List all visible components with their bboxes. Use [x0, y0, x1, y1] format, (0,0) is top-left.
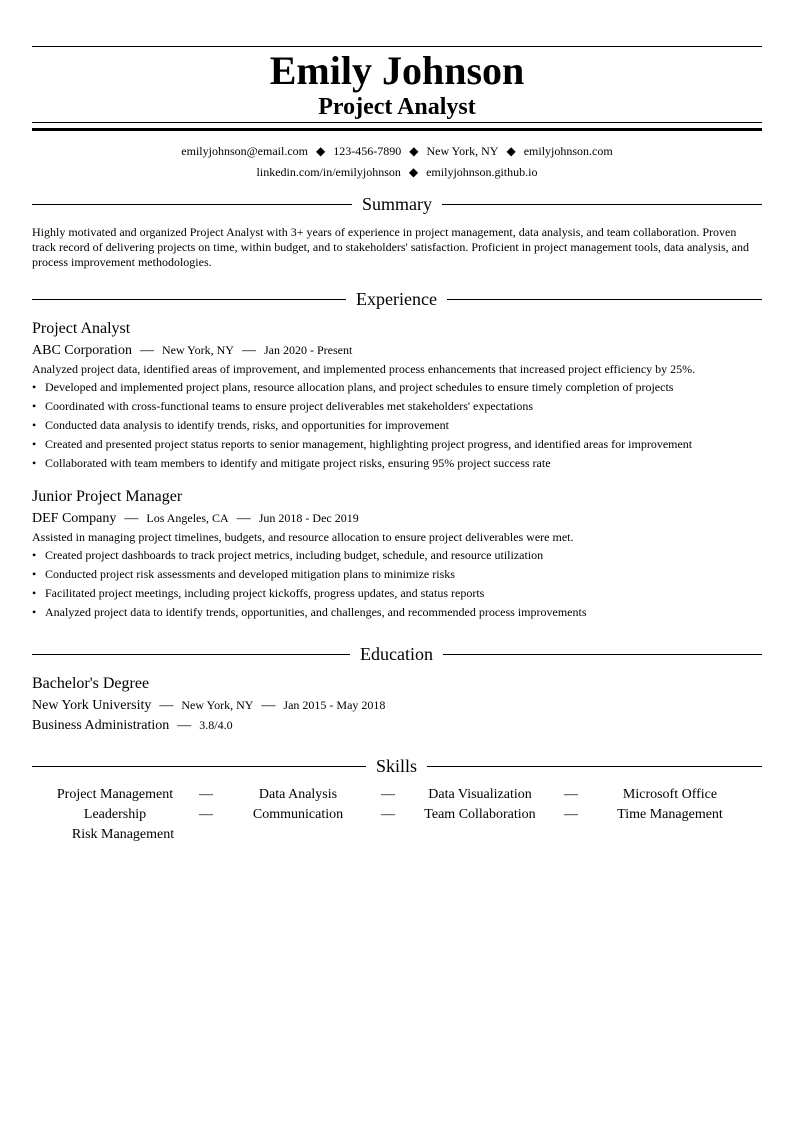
- bullet-icon: •: [32, 399, 37, 413]
- section-heading-summary: [32, 193, 762, 217]
- skills-row: [32, 806, 762, 826]
- phone-number[interactable]: 123-456-7890: [333, 144, 402, 158]
- bullet-icon: •: [32, 437, 37, 451]
- section-heading-education: [32, 643, 762, 667]
- company-name: DEF Company: [32, 511, 117, 526]
- bullet-text: Conducted project risk assessments and developed mitigation plans to minimize risks: [45, 567, 455, 581]
- heading-rule-right: [427, 766, 762, 767]
- bullet-icon: •: [32, 567, 37, 581]
- bullet-icon: •: [32, 456, 37, 470]
- dash-separator: —: [381, 807, 395, 822]
- job-meta: [32, 341, 352, 360]
- skill-item: Microsoft Office: [622, 787, 718, 802]
- diamond-separator-icon: ◆: [409, 144, 419, 158]
- header-thin-rule: [32, 122, 762, 123]
- bullet-text: Analyzed project data to identify trends, opportunities, and challenges, and recommended process improvements: [45, 605, 587, 619]
- skill-item: Project Management: [56, 787, 174, 802]
- job-meta: [32, 509, 359, 528]
- section-heading-skills: [32, 755, 762, 779]
- heading-rule-right: [442, 204, 762, 205]
- bullet-icon: •: [32, 605, 37, 619]
- diamond-separator-icon: ◆: [408, 165, 419, 179]
- heading-rule-right: [443, 654, 762, 655]
- job-title: Project Analyst: [32, 320, 131, 337]
- list-item: [32, 584, 762, 603]
- job-description: Assisted in managing project timelines, budgets, and resource allocation to ensure project deliverables were met.: [32, 530, 574, 544]
- email-link[interactable]: emilyjohnson@email.com: [181, 144, 308, 158]
- education-meta: [32, 696, 385, 715]
- job-bullet-list: [32, 546, 762, 622]
- list-item: [32, 603, 762, 622]
- dash-separator: —: [381, 787, 395, 802]
- list-item: [32, 546, 762, 565]
- gpa: 3.8/4.0: [199, 718, 233, 732]
- skills-row: [32, 786, 762, 806]
- job-dates: Jan 2020 - Present: [263, 343, 353, 357]
- list-item: [32, 378, 762, 397]
- job-location: Los Angeles, CA: [146, 511, 229, 525]
- dash-separator: —: [159, 698, 174, 713]
- job-description: Analyzed project data, identified areas of improvement, and implemented process enhancements that increased project efficiency by 25%.: [32, 362, 696, 376]
- skill-item: Team Collaboration: [424, 807, 536, 822]
- job-bullet-list: [32, 378, 762, 473]
- dash-separator: —: [564, 787, 578, 802]
- section-title: Skills: [375, 756, 418, 776]
- bullet-text: Conducted data analysis to identify trends, risks, and opportunities for improvement: [45, 418, 449, 432]
- school-name: New York University: [32, 698, 152, 713]
- bullet-text: Facilitated project meetings, including project kickoffs, progress updates, and status reports: [45, 586, 485, 600]
- heading-rule-left: [32, 299, 346, 300]
- dash-separator: —: [236, 511, 251, 526]
- skill-item: Data Analysis: [258, 787, 338, 802]
- heading-rule-left: [32, 766, 366, 767]
- list-item: [32, 565, 762, 584]
- candidate-title: Project Analyst: [318, 94, 476, 120]
- education-dates: Jan 2015 - May 2018: [283, 698, 386, 712]
- bullet-text: Created project dashboards to track project metrics, including budget, schedule, and resource utilization: [45, 548, 544, 562]
- header-thick-rule: [32, 128, 762, 131]
- bullet-text: Developed and implemented project plans, resource allocation plans, and project schedules to ensure timely completion of projects: [45, 380, 674, 394]
- job-title: Junior Project Manager: [32, 488, 183, 505]
- contact-line-2: [32, 164, 762, 180]
- bullet-text: Coordinated with cross-functional teams to ensure project deliverables met stakeholders' expectations: [45, 399, 534, 413]
- dash-separator: —: [199, 807, 213, 822]
- github-link[interactable]: emilyjohnson.github.io: [426, 165, 538, 179]
- major-name: Business Administration: [32, 718, 170, 733]
- diamond-separator-icon: ◆: [315, 144, 326, 158]
- dash-separator: —: [261, 698, 276, 713]
- bullet-text: Created and presented project status reports to senior management, highlighting project progress, and identified areas for improvement: [45, 437, 693, 451]
- location: New York, NY: [426, 144, 499, 158]
- skill-item: Time Management: [617, 807, 723, 822]
- list-item: [32, 397, 762, 416]
- dash-separator: —: [241, 343, 256, 358]
- section-title: Summary: [362, 194, 432, 214]
- dash-separator: —: [564, 807, 578, 822]
- list-item: [32, 435, 762, 454]
- heading-rule-right: [447, 299, 762, 300]
- degree-name: Bachelor's Degree: [32, 675, 150, 692]
- job-location: New York, NY: [161, 343, 234, 357]
- skill-item: Risk Management: [71, 827, 175, 842]
- bullet-text: Collaborated with team members to identify and mitigate project risks, ensuring 95% project success rate: [45, 456, 551, 470]
- bullet-icon: •: [32, 418, 37, 432]
- contact-line-1: [32, 143, 762, 159]
- skill-item: Data Visualization: [428, 787, 532, 802]
- dash-separator: —: [124, 511, 139, 526]
- section-title: Experience: [356, 289, 437, 309]
- candidate-name: Emily Johnson: [269, 48, 525, 93]
- list-item: [32, 454, 762, 473]
- job-dates: Jun 2018 - Dec 2019: [258, 511, 359, 525]
- section-title: Education: [360, 644, 433, 664]
- dash-separator: —: [177, 718, 192, 733]
- bullet-icon: •: [32, 548, 37, 562]
- skills-row: [32, 826, 762, 846]
- heading-rule-left: [32, 204, 352, 205]
- dash-separator: —: [139, 343, 154, 358]
- skills-grid: [32, 786, 762, 846]
- diamond-separator-icon: ◆: [506, 144, 516, 158]
- skill-item: Leadership: [83, 807, 147, 822]
- bullet-icon: •: [32, 380, 37, 394]
- heading-rule-left: [32, 654, 350, 655]
- bullet-icon: •: [32, 586, 37, 600]
- list-item: [32, 416, 762, 435]
- dash-separator: —: [199, 787, 213, 802]
- linkedin-link[interactable]: linkedin.com/in/emilyjohnson: [256, 165, 401, 179]
- major-row: [32, 716, 233, 735]
- skill-item: Communication: [252, 807, 344, 822]
- summary-text: Highly motivated and organized Project Analyst with 3+ years of experience in project management, data analysis, and team collaboration. Proven track record of delivering projects on time, within budget, and to stakeholders' satisfaction. Proficient in project management tools, data analysis, and process improvement methodologies.: [32, 225, 749, 269]
- section-heading-experience: [32, 288, 762, 312]
- company-name: ABC Corporation: [32, 343, 132, 358]
- website-link[interactable]: emilyjohnson.com: [523, 144, 613, 158]
- school-location: New York, NY: [181, 698, 254, 712]
